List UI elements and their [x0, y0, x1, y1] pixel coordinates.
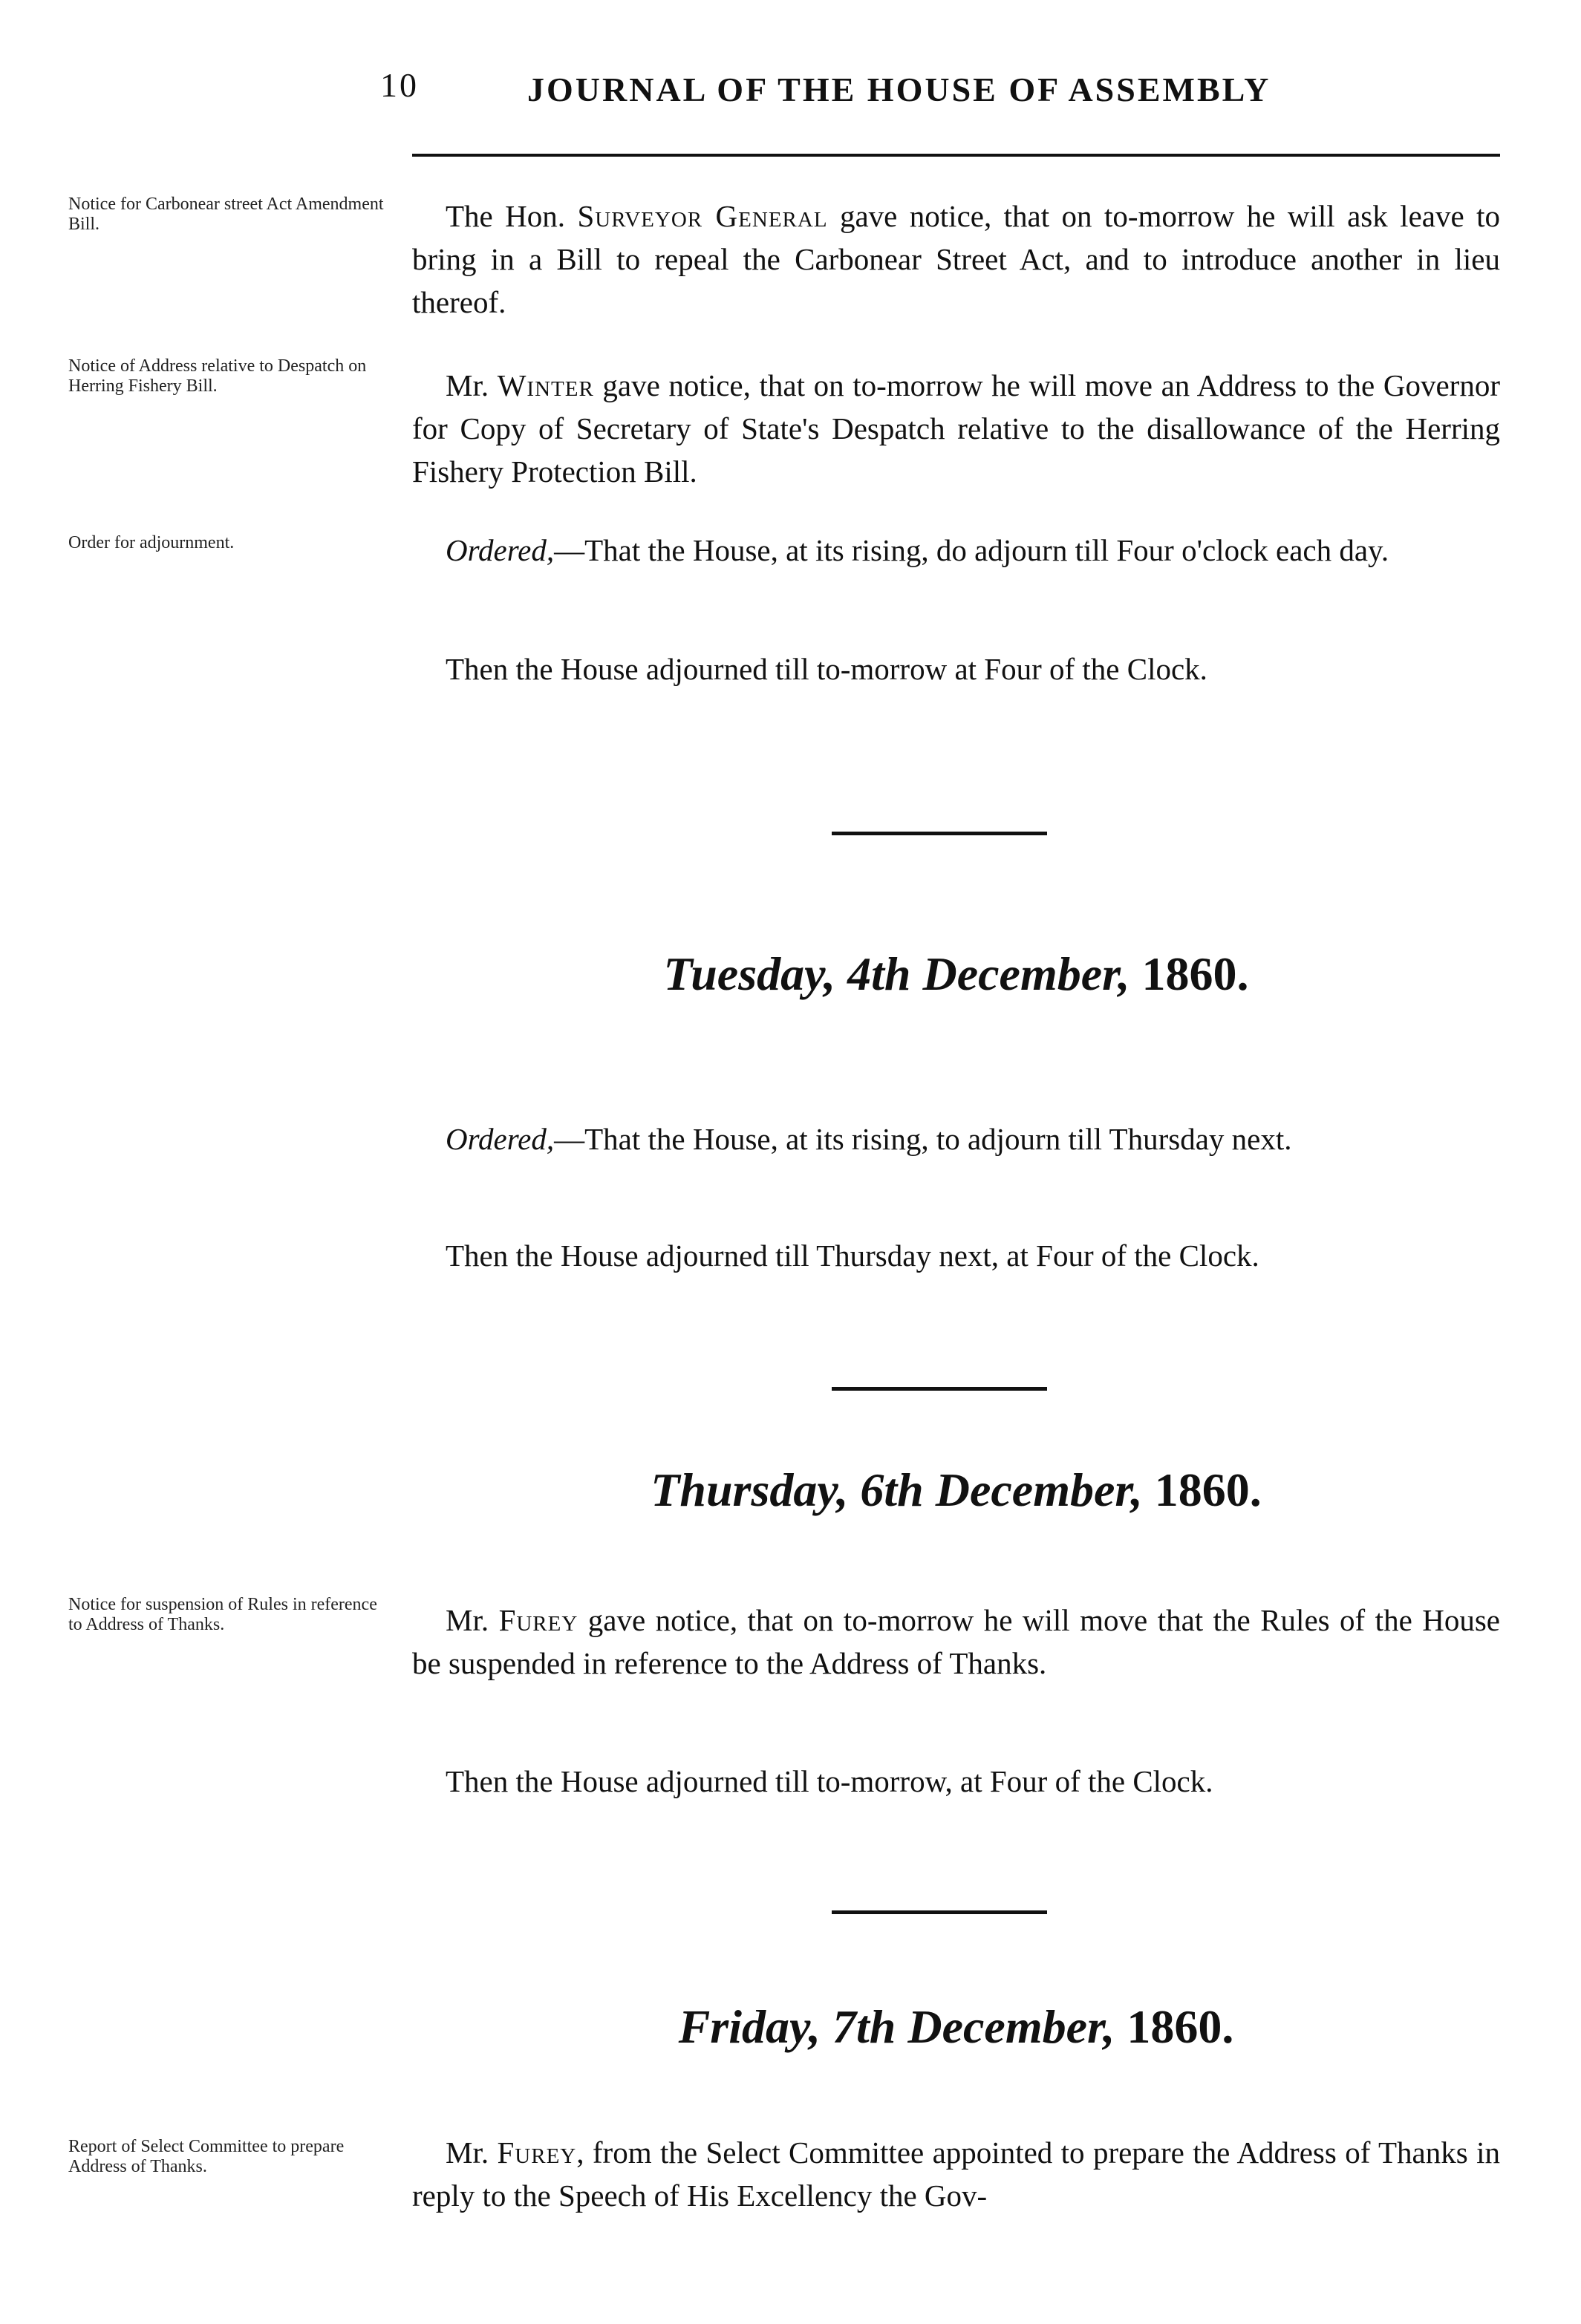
day-heading-thursday: Thursday, 6th December, 1860. [651, 1463, 1262, 1516]
margin-note-suspension: Notice for suspension of Rules in reference to Address of Thanks. [68, 1595, 377, 1634]
paragraph-furey-notice: Mr. Furey gave notice, that on to-morrow he will move that the Rules of the House be suspended in reference to the Address of Thanks. [412, 1603, 1500, 1680]
paragraph-surveyor-general: The Hon. Surveyor General gave notice, that on to-morrow he will ask leave to bring in a Bill to repeal the Carbonear Street Act, and to introduce another in lieu thereof. [412, 199, 1500, 319]
header-rule [412, 154, 1500, 157]
member-name: Winter [497, 368, 594, 402]
paragraph-winter: Mr. Winter gave notice, that on to-morrow he will move an Address to the Governor for Copy of Secretary of State's Despatch relative to the disallowance of the Herring Fishery Protection Bill. [412, 368, 1500, 489]
page-header [371, 65, 1507, 117]
margin-note-adjournment: Order for adjournment. [68, 533, 235, 552]
page-number: 10 [380, 66, 419, 104]
margin-note-herring: Notice of Address relative to Despatch on Herring Fishery Bill. [68, 356, 367, 396]
member-name: Furey [497, 2135, 577, 2170]
section-divider [832, 1910, 1047, 1914]
day-heading-tuesday: Tuesday, 4th December, 1860. [663, 947, 1249, 1000]
paragraph-adjourned: Then the House adjourned till to-morrow at Four of the Clock. [446, 652, 1207, 686]
member-name: Surveyor General [577, 199, 828, 233]
running-title: JOURNAL OF THE HOUSE OF ASSEMBLY [527, 71, 1271, 108]
paragraph-order-adjournment: Ordered,—That the House, at its rising, do adjourn till Four o'clock each day. [446, 533, 1389, 567]
member-name: Furey [498, 1603, 578, 1637]
day-heading-friday: Friday, 7th December, 1860. [678, 2000, 1234, 2053]
section-divider [832, 832, 1047, 835]
paragraph-thursday-adjourned: Then the House adjourned till to-morrow, at Four of the Clock. [446, 1764, 1213, 1798]
margin-note-carbonear: Notice for Carbonear street Act Amendment Bill. [68, 195, 384, 234]
paragraph-tuesday-order: Ordered,—That the House, at its rising, to adjourn till Thursday next. [446, 1122, 1292, 1156]
section-divider [832, 1387, 1047, 1391]
paragraph-furey-report: Mr. Furey, from the Select Committee appointed to prepare the Address of Thanks in reply to the Speech of His Excellency the Gov- [412, 2135, 1500, 2213]
margin-note-select-committee: Report of Select Committee to prepare Address of Thanks. [68, 2137, 345, 2176]
paragraph-tuesday-adjourned: Then the House adjourned till Thursday next, at Four of the Clock. [446, 1238, 1259, 1273]
